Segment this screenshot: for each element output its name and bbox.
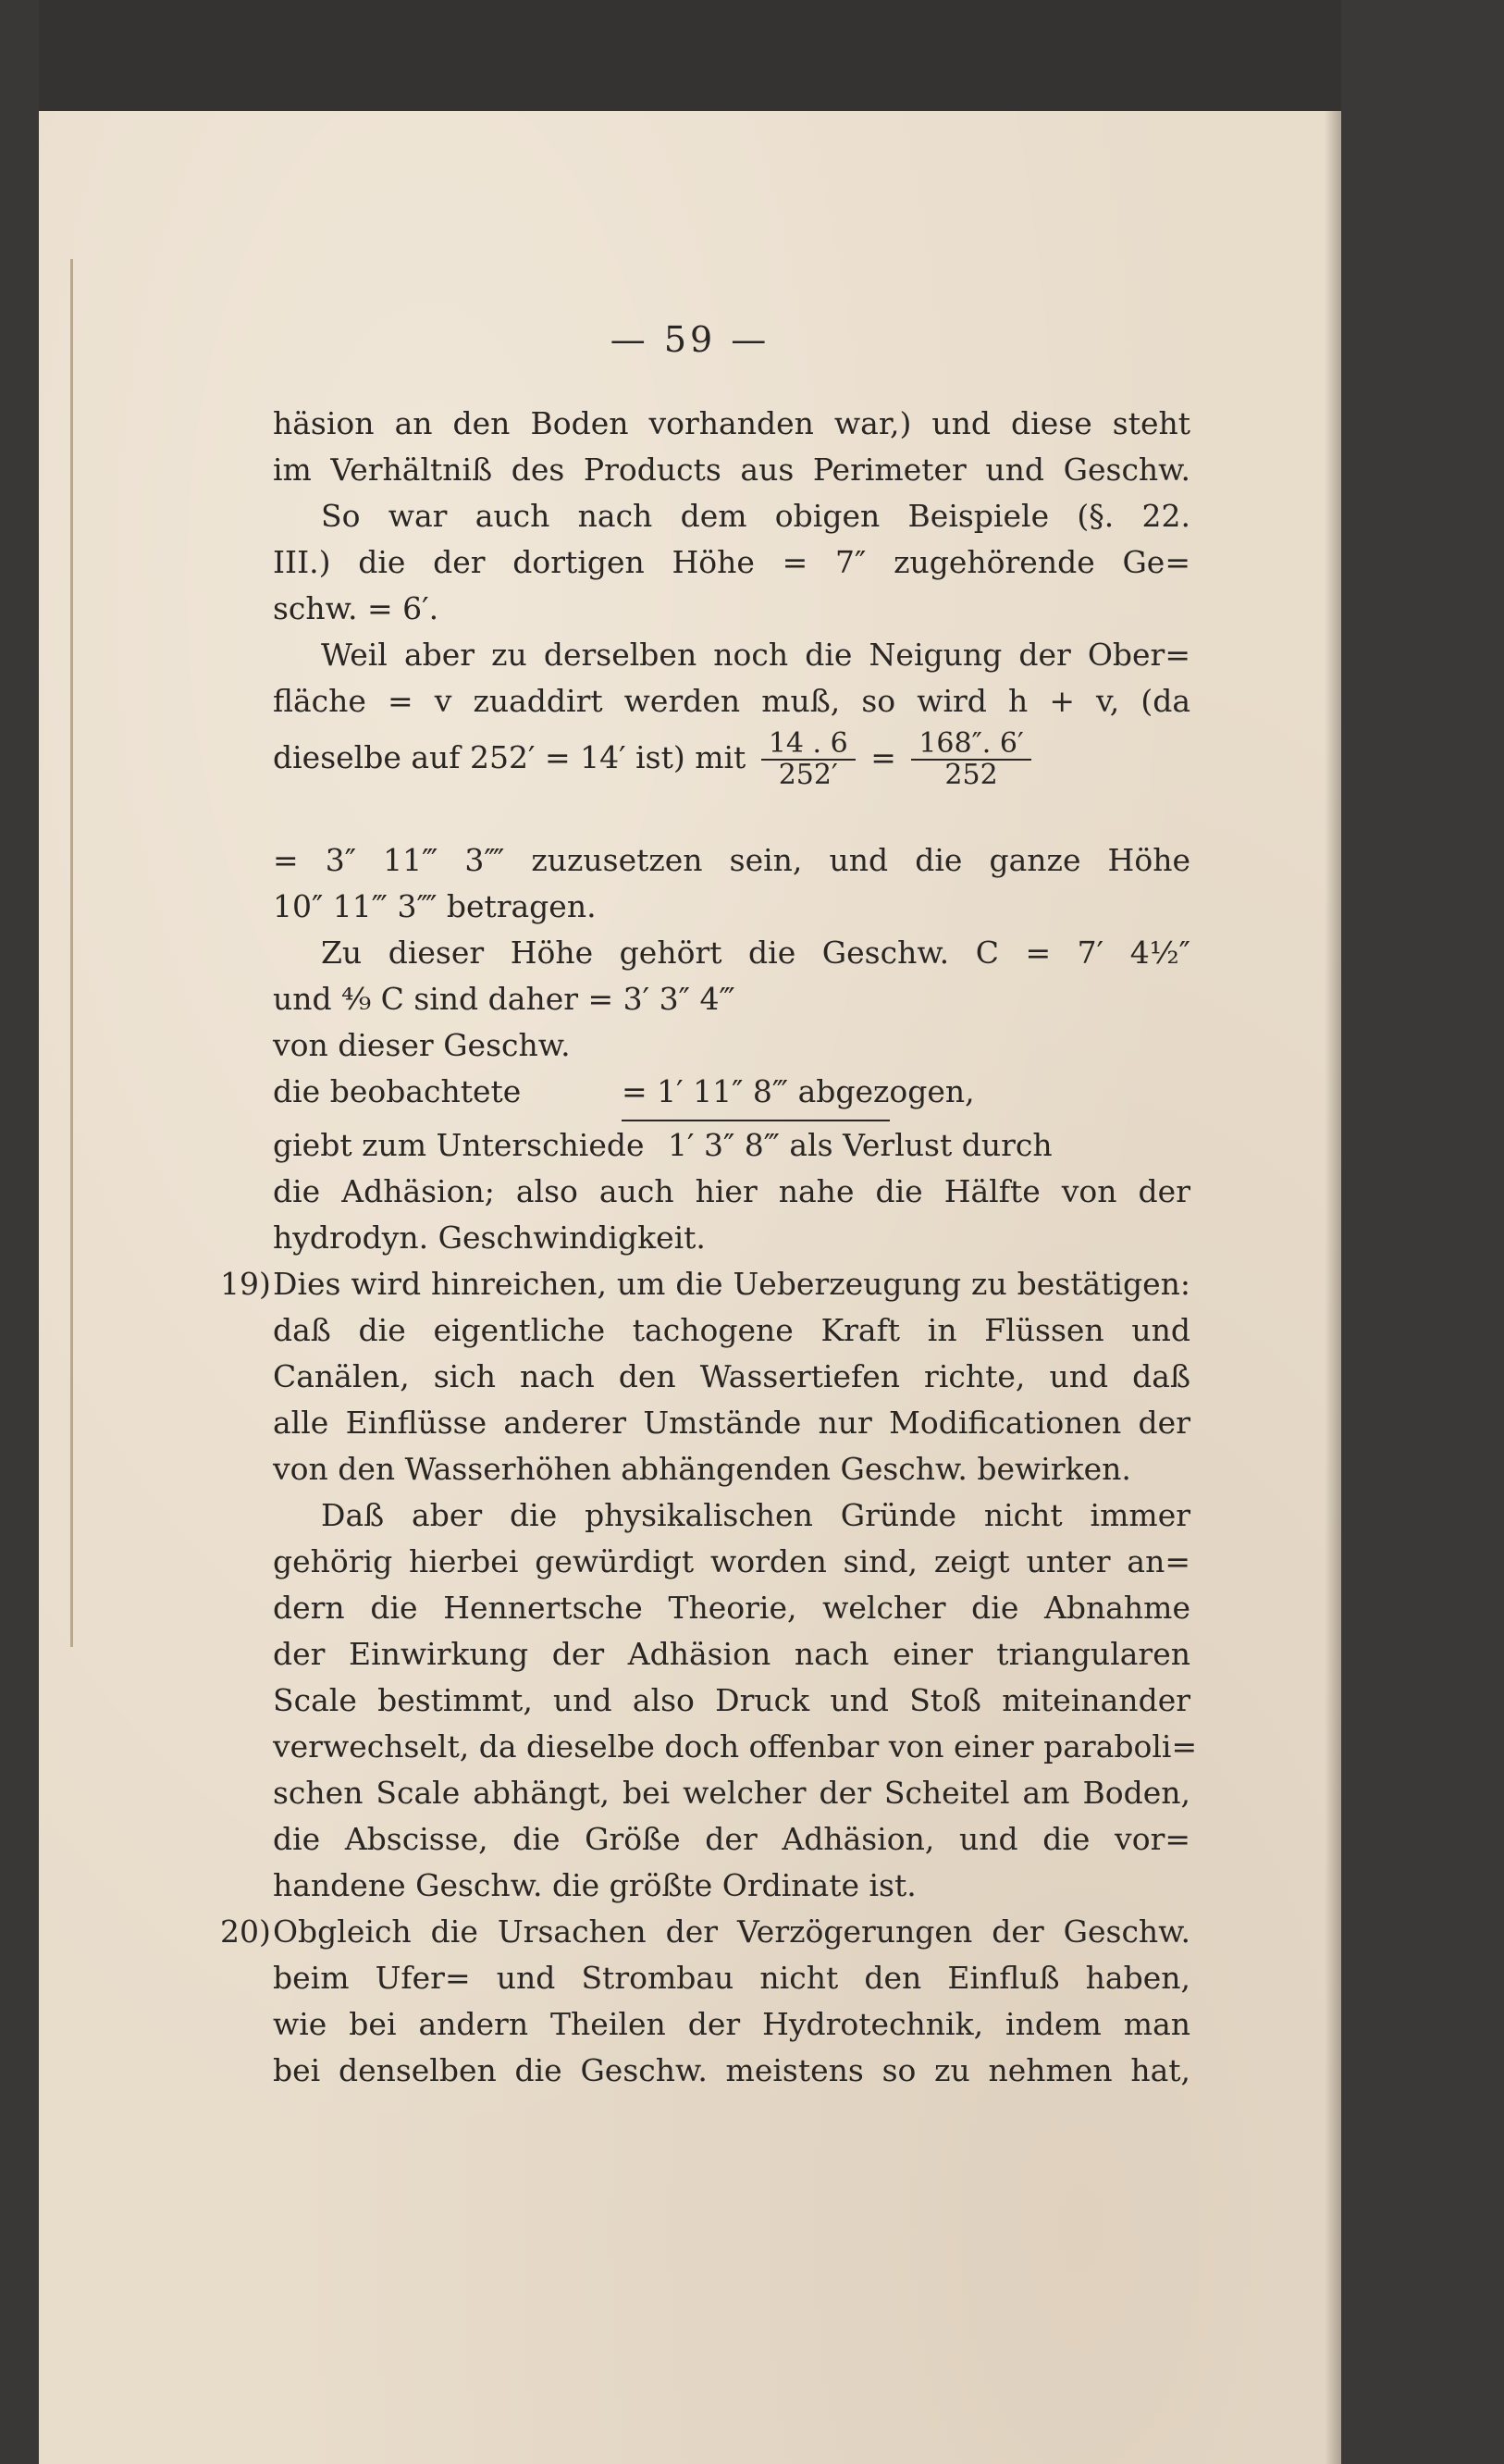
text-line: III.) die der dortigen Höhe = 7″ zugehörende Ge= — [273, 544, 1190, 580]
fraction-1-denominator: 252′ — [778, 759, 838, 791]
text-line: 10″ 11‴ 3⁗ betragen. — [273, 888, 597, 924]
fraction-2 — [911, 729, 1030, 790]
page-edge-shadow — [1325, 111, 1341, 2464]
text-line: die Abscisse, die Größe der Adhäsion, und die vor= — [273, 1821, 1190, 1857]
text-line: schen Scale abhängt, bei welcher der Scheitel am Boden, — [273, 1775, 1190, 1811]
text-line: der Einwirkung der Adhäsion nach einer triangularen — [273, 1636, 1190, 1672]
page-number: — 59 — — [610, 319, 770, 360]
page-gutter — [70, 259, 73, 1647]
fraction-2-denominator: 252 — [944, 759, 998, 791]
text-line: Zu dieser Höhe gehört die Geschw. C = 7′ 4½″ — [321, 935, 1190, 971]
text-line: gehörig hierbei gewürdigt worden sind, zeigt unter an= — [273, 1543, 1190, 1579]
text-line: Scale bestimmt, und also Druck und Stoß miteinander — [273, 1682, 1190, 1718]
text-line: beim Ufer= und Strombau nicht den Einfluß haben, — [273, 1960, 1190, 1996]
text-line: die Adhäsion; also auch hier nahe die Hälfte von der — [273, 1173, 1190, 1209]
text-line: häsion an den Boden vorhanden war,) und diese steht — [273, 405, 1190, 441]
formula-prefix: dieselbe auf 252′ = 14′ ist) mit — [273, 739, 746, 775]
fraction-1-numerator: 14 . 6 — [761, 729, 856, 761]
text-line: Obgleich die Ursachen der Verzögerungen der Geschw. — [273, 1913, 1190, 1950]
calc-row-label: giebt zum Unterschiede — [273, 1127, 645, 1163]
text-line: hydrodyn. Geschwindigkeit. — [273, 1220, 706, 1256]
text-line: fläche = v zuaddirt werden muß, so wird h + v, (da — [273, 683, 1190, 719]
text-line: Canälen, sich nach den Wassertiefen richte, und daß — [273, 1358, 1190, 1394]
scan-border-left — [0, 0, 39, 2464]
text-line: schw. = 6′. — [273, 590, 439, 626]
text-line: bei denselben die Geschw. meistens so zu nehmen hat, — [273, 2052, 1190, 2088]
text-line: verwechselt, da dieselbe doch offenbar von einer paraboli= — [273, 1728, 1198, 1764]
text-line: und ⁴⁄₉ C sind daher = 3′ 3″ 4‴ — [273, 981, 735, 1017]
text-line: Dies wird hinreichen, um die Ueberzeugung zu bestätigen: — [273, 1266, 1190, 1302]
formula-line — [273, 729, 1190, 790]
text-line: handene Geschw. die größte Ordinate ist. — [273, 1867, 917, 1903]
paragraph-number: 20) — [220, 1913, 271, 1950]
text-line: daß die eigentliche tachogene Kraft in Flüssen und — [273, 1312, 1190, 1348]
subtraction-rule — [622, 1120, 890, 1121]
fraction-2-numerator: 168″. 6′ — [911, 729, 1030, 761]
text-line: Weil aber zu derselben noch die Neigung der Ober= — [321, 637, 1190, 673]
book-page — [39, 111, 1341, 2464]
text-line: alle Einflüsse anderer Umstände nur Modificationen der — [273, 1405, 1190, 1441]
paragraph-number: 19) — [220, 1266, 271, 1302]
formula-equals: = — [870, 739, 896, 775]
text-line: dern die Hennertsche Theorie, welcher die Abnahme — [273, 1590, 1190, 1626]
text-line: So war auch nach dem obigen Beispiele (§. 22. — [321, 498, 1190, 534]
text-line: = 3″ 11‴ 3⁗ zuzusetzen sein, und die ganze Höhe — [273, 842, 1190, 878]
text-line: im Verhältniß des Products aus Perimeter und Geschw. — [273, 452, 1190, 488]
scan-border-top — [0, 0, 1504, 111]
calc-row-value: = 1′ 11″ 8‴ abgezogen, — [622, 1073, 975, 1109]
text-line: wie bei andern Theilen der Hydrotechnik, indem man — [273, 2006, 1190, 2042]
calc-row-label: die beobachtete — [273, 1073, 522, 1109]
calc-row-value: 1′ 3″ 8‴ als Verlust durch — [668, 1127, 1053, 1163]
scan-border-right — [1341, 0, 1504, 2464]
text-line: von den Wasserhöhen abhängenden Geschw. bewirken. — [273, 1451, 1131, 1487]
text-line: von dieser Geschw. — [273, 1027, 571, 1063]
text-line: Daß aber die physikalischen Gründe nicht immer — [321, 1497, 1190, 1533]
fraction-1 — [761, 729, 856, 790]
